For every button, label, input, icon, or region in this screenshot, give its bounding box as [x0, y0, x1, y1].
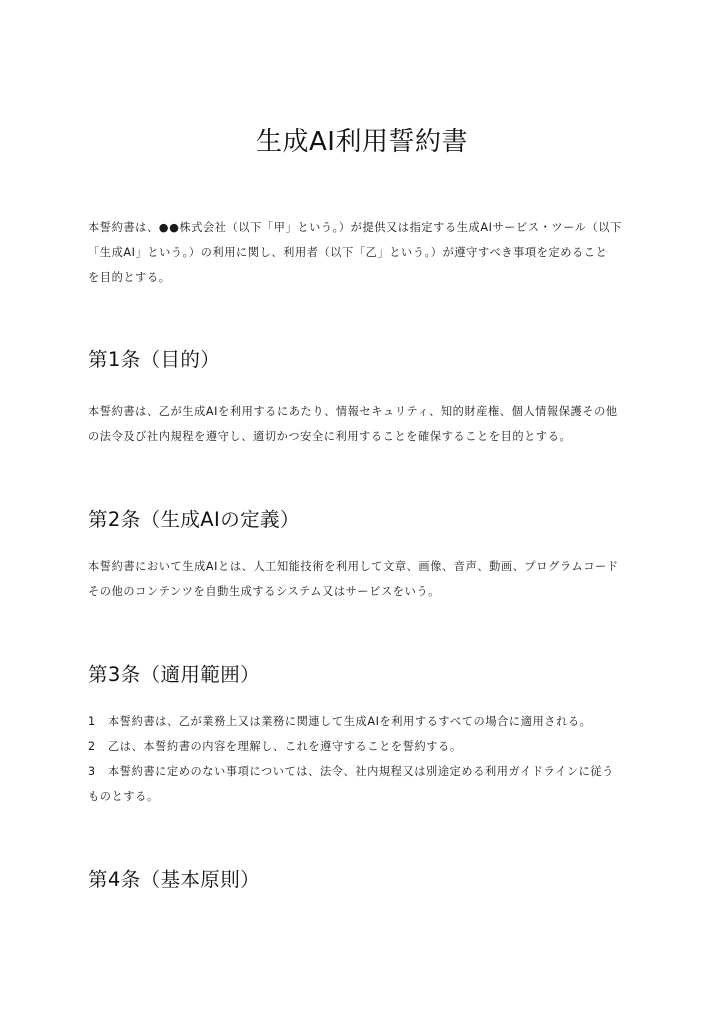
preamble-line: 本誓約書は、●●株式会社（以下「甲」という。）が提供又は指定する生成AIサービス・ツール（以下: [88, 221, 622, 234]
article-line: 本誓約書は、乙が生成AIを利用するにあたり、情報セキュリティ、知的財産権、個人情報保護その他: [88, 405, 618, 418]
item-text: 乙は、本誓約書の内容を理解し、これを遵守することを誓約する。: [108, 740, 462, 753]
article-line: その他のコンテンツを自動生成するシステム又はサービスをいう。: [88, 585, 440, 598]
numbered-item: [88, 764, 614, 780]
numbered-item: [88, 739, 462, 755]
preamble-line: を目的とする。: [88, 271, 171, 284]
preamble-line: 「生成AI」という。）の利用に関し、利用者（以下「乙」という。）が遵守すべき事項を定めること: [88, 246, 608, 259]
article-heading: 第1条（目的）: [88, 348, 221, 371]
article-heading: 第3条（適用範囲）: [88, 663, 261, 686]
item-number: 1: [88, 715, 96, 728]
article-line: 本誓約書において生成AIとは、人工知能技術を利用して文章、画像、音声、動画、プログラムコード: [88, 560, 619, 573]
item-number: 2: [88, 740, 96, 753]
item-text: 本誓約書に定めのない事項については、法令、社内規程又は別途定める利用ガイドラインに従う: [108, 765, 614, 778]
article-heading: 第2条（生成AIの定義）: [88, 508, 300, 531]
item-text: 本誓約書は、乙が業務上又は業務に関連して生成AIを利用するすべての場合に適用される。: [108, 715, 592, 728]
article-line: の法令及び社内規程を遵守し、適切かつ安全に利用することを確保することを目的とする。: [88, 430, 572, 443]
numbered-item: [88, 714, 591, 730]
document-title: 生成AI利用誓約書: [256, 127, 468, 157]
article-heading: 第4条（基本原則）: [88, 868, 261, 891]
item-number: 3: [88, 765, 96, 778]
item-continuation: ものとする。: [88, 790, 159, 803]
